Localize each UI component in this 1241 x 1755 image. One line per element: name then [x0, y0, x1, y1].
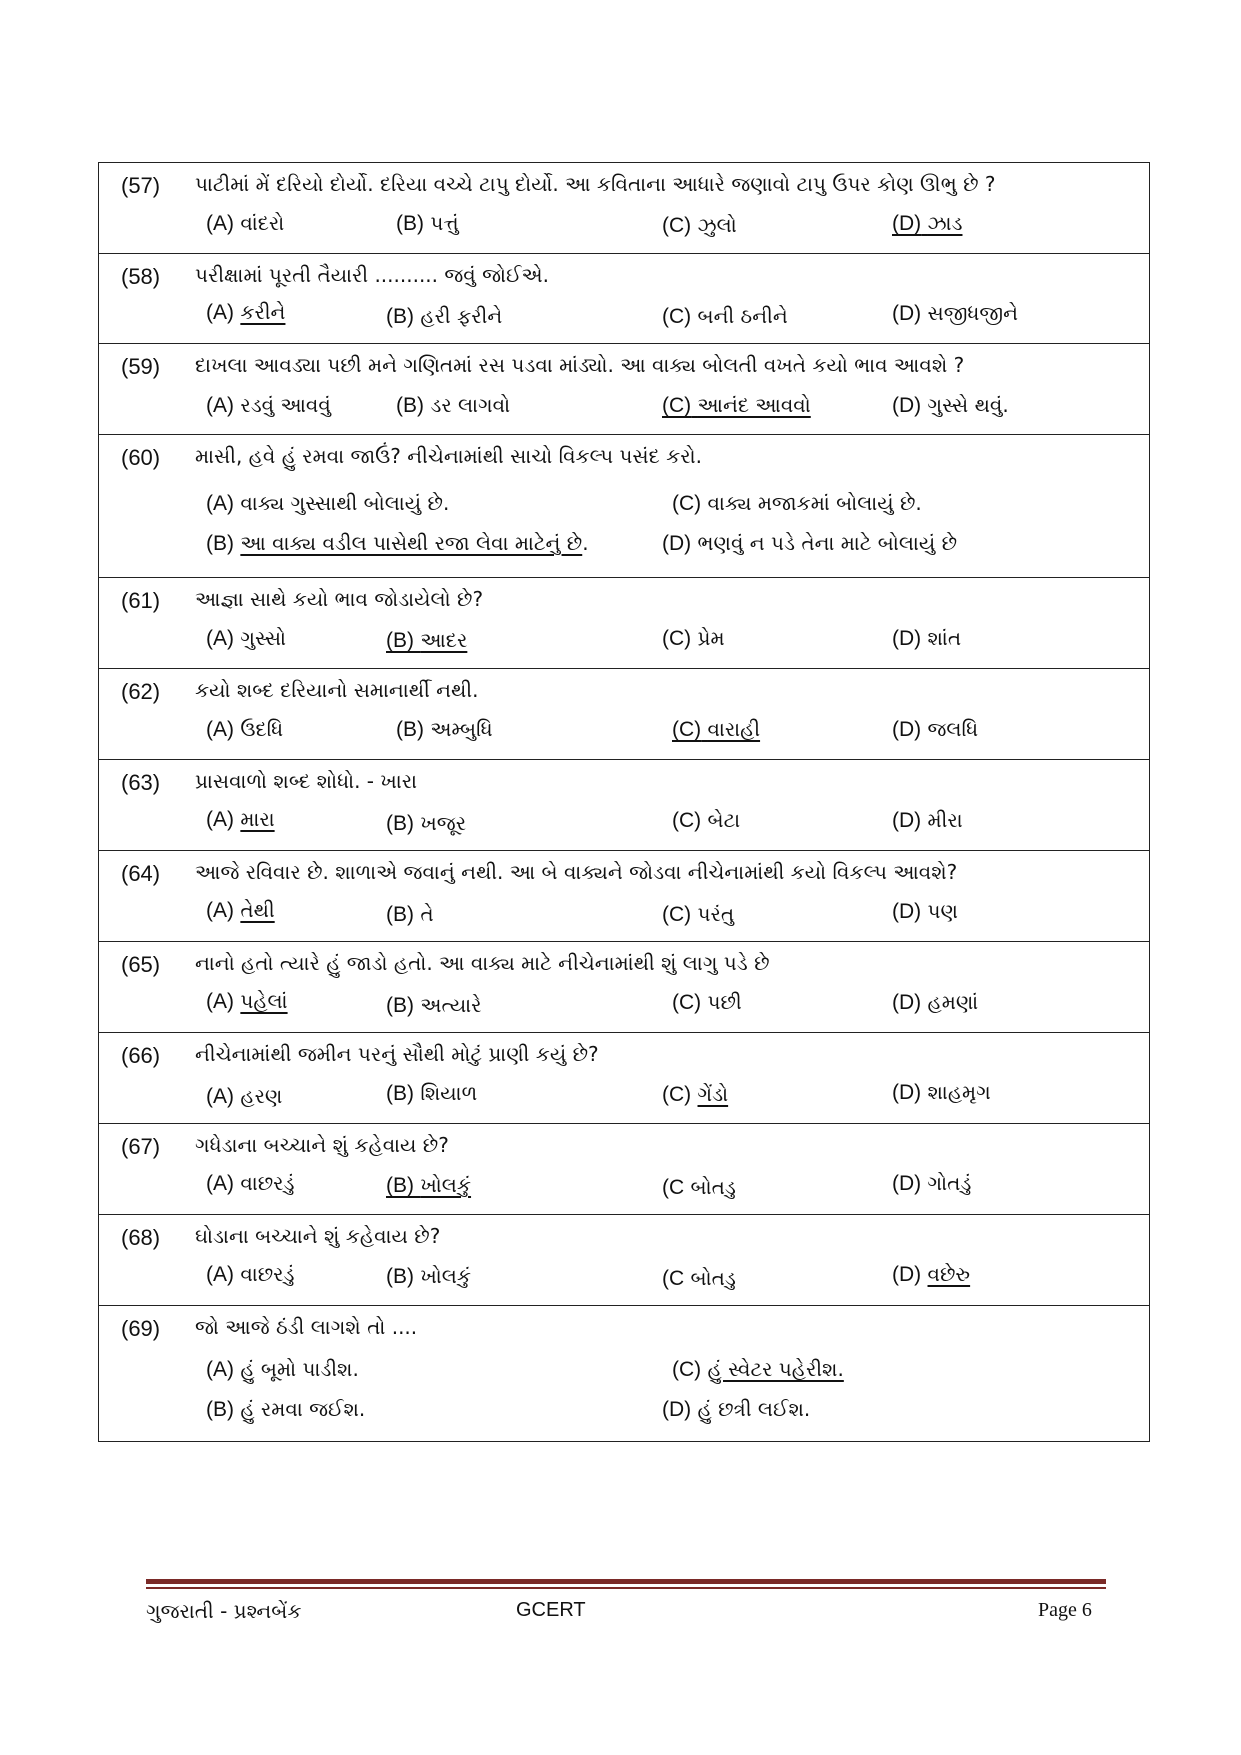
- option-label: (D): [662, 532, 692, 555]
- question-64: [99, 851, 1149, 942]
- question-59: [99, 344, 1149, 435]
- option-label: (D): [892, 809, 922, 832]
- option-label: (B): [396, 718, 424, 741]
- question-69: [99, 1306, 1149, 1441]
- question-number: (67): [121, 1134, 161, 1159]
- option-text: હમણાં: [927, 990, 979, 1014]
- option-d: [892, 717, 978, 742]
- option-text: હરણ: [240, 1084, 283, 1108]
- option-a: [206, 393, 331, 418]
- option-label: (B): [386, 629, 414, 652]
- question-number: (66): [121, 1043, 161, 1068]
- option-label: (A): [206, 301, 234, 324]
- option-d: [662, 531, 957, 556]
- option-label: (D): [892, 718, 922, 741]
- option-label: (C: [662, 1176, 685, 1199]
- option-text: ડર લાગવો: [430, 393, 511, 417]
- question-60: [99, 435, 1149, 578]
- option-a-correct: [206, 989, 288, 1014]
- option-d-correct: [892, 211, 962, 236]
- question-number: (62): [121, 679, 161, 704]
- question-number: (57): [121, 173, 161, 198]
- option-c: [662, 304, 788, 329]
- option-d: [892, 393, 1009, 418]
- option-text: પત્તું: [430, 211, 459, 235]
- option-text: વાછરડું: [240, 1262, 295, 1286]
- question-text: નીચેનામાંથી જમીન પરનું સૌથી મોટું પ્રાણી કયું છે?: [195, 1042, 599, 1066]
- option-label: (C): [662, 214, 692, 237]
- option-b: [396, 717, 493, 742]
- option-text: શિયાળ: [420, 1081, 478, 1105]
- option-c-correct: [672, 717, 760, 742]
- option-text: તેથી: [240, 898, 275, 922]
- option-c-correct: [672, 1357, 844, 1382]
- option-d: [892, 301, 1018, 326]
- option-label: (A): [206, 212, 234, 235]
- option-label: (C): [662, 1083, 692, 1106]
- option-text: વાછરડું: [240, 1171, 295, 1195]
- option-label: (A): [206, 1358, 234, 1381]
- option-label: (A): [206, 808, 234, 831]
- option-d: [892, 808, 963, 833]
- footer-publisher: GCERT: [516, 1599, 586, 1621]
- option-b-correct: (B) આ વાક્ય વડીલ પાસેથી રજા લેવા માટેનું છે.: [206, 531, 589, 555]
- question-number: (58): [121, 264, 161, 289]
- question-62: [99, 669, 1149, 760]
- question-table: [98, 162, 1150, 1442]
- option-label: (C): [672, 1358, 702, 1381]
- option-label: (B): [206, 1398, 234, 1421]
- question-text: ગધેડાના બચ્ચાને શું કહેવાય છે?: [195, 1133, 449, 1157]
- option-text: આ વાક્ય વડીલ પાસેથી રજા લેવા માટેનું છે: [240, 531, 583, 555]
- option-d: [662, 1397, 810, 1422]
- option-text: પહેલાં: [240, 989, 288, 1013]
- option-label: (B): [396, 212, 424, 235]
- question-number: (69): [121, 1316, 161, 1341]
- option-text: આનંદ આવવો: [697, 393, 811, 417]
- option-label: (D): [892, 900, 922, 923]
- option-label: (C): [662, 305, 692, 328]
- option-text: અત્યારે: [420, 993, 482, 1017]
- option-text: શાંત: [927, 626, 962, 650]
- option-label: (D): [892, 991, 922, 1014]
- option-label: (A): [206, 1263, 234, 1286]
- option-label: (B): [386, 1174, 414, 1197]
- option-b-correct: [386, 628, 467, 653]
- option-d: [892, 626, 961, 651]
- question-number: (63): [121, 770, 161, 795]
- question-text: નાનો હતો ત્યારે હું જાડો હતો. આ વાક્ય માટે નીચેનામાંથી શું લાગુ પડે છે: [195, 951, 770, 975]
- option-text: ગેંડો: [697, 1082, 729, 1106]
- option-text: ખજૂર: [420, 811, 467, 835]
- option-a: [206, 491, 449, 516]
- option-label: (C): [672, 991, 702, 1014]
- option-d: [892, 1171, 971, 1196]
- option-label: (A): [206, 718, 234, 741]
- option-label: (C): [672, 809, 702, 832]
- option-label: (A): [206, 1085, 234, 1108]
- option-text: વારાહી: [707, 717, 761, 741]
- option-c: [662, 902, 734, 927]
- option-text: ગોતડું: [927, 1171, 972, 1195]
- question-number: (65): [121, 952, 161, 977]
- option-text: ખોલકું: [420, 1173, 472, 1197]
- option-b: [386, 902, 434, 927]
- option-text: ઉદધિ: [240, 717, 284, 741]
- option-label: (B): [386, 305, 414, 328]
- question-text: ઘોડાના બચ્ચાને શું કહેવાય છે?: [195, 1224, 441, 1248]
- option-c: [672, 808, 740, 833]
- option-b: [386, 811, 466, 836]
- option-a: [206, 211, 284, 236]
- question-text: જો આજે ઠંડી લાગશે તો ....: [195, 1315, 418, 1339]
- option-text: વાક્ય ગુસ્સાથી બોલાયું છે.: [240, 491, 450, 515]
- option-text: સજીધજીને: [927, 301, 1019, 325]
- question-number: (68): [121, 1225, 161, 1250]
- option-text: પરંતુ: [697, 902, 735, 926]
- option-label: (D): [892, 627, 922, 650]
- footer-subject: ગુજરાતી - પ્રશ્નબેંક: [146, 1599, 302, 1623]
- question-57: [99, 163, 1149, 254]
- option-text: વાંદરો: [240, 211, 285, 235]
- option-text: ગુસ્સે થવું.: [927, 393, 1009, 417]
- option-label: (B): [386, 1265, 414, 1288]
- option-text: હું છત્રી લઈશ.: [697, 1397, 811, 1421]
- question-number: (59): [121, 354, 161, 379]
- option-text: પણ: [927, 899, 958, 923]
- question-text: માસી, હવે હું રમવા જાઉં? નીચેનામાંથી સાચો વિકલ્પ પસંદ કરો.: [195, 444, 702, 468]
- option-a: [206, 717, 283, 742]
- option-a: [206, 1262, 295, 1287]
- option-d: [892, 1080, 991, 1105]
- option-text: ગુસ્સો: [240, 626, 287, 650]
- question-63: [99, 760, 1149, 851]
- option-text: મારા: [240, 807, 275, 831]
- question-text: કયો શબ્દ દરિયાનો સમાનાર્થી નથી.: [195, 678, 479, 702]
- question-number: (61): [121, 588, 161, 613]
- question-text: દાખલા આવડ્યા પછી મને ગણિતમાં રસ પડવા માંડ્યો. આ વાક્ય બોલતી વખતે કયો ભાવ આવશે ?: [195, 353, 965, 377]
- question-65: [99, 942, 1149, 1033]
- option-text: ઝુલો: [697, 213, 737, 237]
- option-d: [892, 990, 978, 1015]
- option-text: ઝાડ: [927, 211, 963, 235]
- option-text: હું રમવા જઈશ.: [240, 1397, 366, 1421]
- option-c: [672, 491, 922, 516]
- option-label: (D): [892, 1172, 922, 1195]
- option-text: રડવું આવવું: [240, 393, 331, 417]
- option-a-correct: [206, 807, 275, 832]
- option-label: (C): [672, 718, 702, 741]
- option-b: [386, 1264, 471, 1289]
- option-text: વછેરુ: [927, 1262, 971, 1286]
- option-label: (C): [662, 903, 692, 926]
- option-label: (D): [892, 1263, 922, 1286]
- question-67: [99, 1124, 1149, 1215]
- option-label: (C): [672, 492, 702, 515]
- option-label: (B): [386, 812, 414, 835]
- option-label: (B): [396, 394, 424, 417]
- option-label: (A): [206, 990, 234, 1013]
- option-c: [662, 213, 737, 238]
- option-b: [386, 993, 481, 1018]
- option-text: આદર: [420, 628, 468, 652]
- question-number: (64): [121, 861, 161, 886]
- option-text: શાહમૃગ: [927, 1080, 991, 1104]
- option-a: [206, 1084, 282, 1109]
- option-b: [396, 393, 510, 418]
- option-label: (D): [892, 394, 922, 417]
- footer-rule-thick: [146, 1579, 1106, 1584]
- option-c: [662, 1266, 736, 1291]
- option-c: [662, 626, 725, 651]
- option-text: પ્રેમ: [697, 626, 725, 650]
- option-label: (C: [662, 1267, 685, 1290]
- question-58: [99, 254, 1149, 344]
- option-b-correct: [386, 1173, 471, 1198]
- question-68: [99, 1215, 1149, 1306]
- option-text: હું સ્વેટર પહેરીશ.: [707, 1357, 844, 1381]
- option-d: [892, 899, 958, 924]
- option-d-correct: [892, 1262, 970, 1287]
- footer-page-number: Page 6: [1038, 1599, 1092, 1621]
- option-c-correct: [662, 1082, 728, 1107]
- option-text: બોતડુ: [690, 1266, 736, 1290]
- option-text: હરી ફરીને: [420, 304, 503, 328]
- option-text: જલધિ: [927, 717, 979, 741]
- option-label: (B): [386, 903, 414, 926]
- option-c: [662, 1175, 736, 1200]
- option-label: (A): [206, 627, 234, 650]
- option-label: (A): [206, 899, 234, 922]
- option-label: (B): [206, 532, 234, 555]
- option-b: [396, 211, 459, 236]
- option-label: (C): [662, 394, 692, 417]
- option-text: અમ્બુધિ: [430, 717, 493, 741]
- option-text: વાક્ય મજાકમાં બોલાયું છે.: [707, 491, 922, 515]
- question-text: પરીક્ષામાં પૂરતી તૈયારી .......... જવું જોઈએ.: [195, 263, 549, 287]
- option-a: [206, 1357, 359, 1382]
- option-text: બેટા: [707, 808, 741, 832]
- question-61: [99, 578, 1149, 669]
- option-label: (C): [662, 627, 692, 650]
- option-a-correct: [206, 898, 275, 923]
- option-b: [386, 1081, 477, 1106]
- question-66: [99, 1033, 1149, 1124]
- option-label: (B): [386, 994, 414, 1017]
- option-text: ભણવું ન પડે તેના માટે બોલાયું છે: [697, 531, 958, 555]
- option-b: [386, 304, 502, 329]
- option-label: (D): [662, 1398, 692, 1421]
- option-text: બોતડુ: [690, 1175, 736, 1199]
- question-text: આજે રવિવાર છે. શાળાએ જવાનું નથી. આ બે વાક્યને જોડવા નીચેનામાંથી કયો વિકલ્પ આવશે?: [195, 860, 958, 884]
- option-text: હું બૂમો પાડીશ.: [240, 1357, 359, 1381]
- option-text: કરીને: [240, 300, 286, 324]
- question-text: પાટીમાં મેં દરિયો દોર્યો. દરિયા વચ્ચે ટાપુ દોર્યો. આ કવિતાના આધારે જણાવો ટાપુ ઉપર કોણ ઊભુ છે ?: [195, 172, 996, 196]
- option-text: પછી: [707, 990, 742, 1014]
- option-b: [206, 1397, 365, 1422]
- option-label: (A): [206, 394, 234, 417]
- option-a-correct: [206, 300, 285, 325]
- option-c-correct: [662, 393, 811, 418]
- option-label: (D): [892, 1081, 922, 1104]
- option-text: બની ઠનીને: [697, 304, 788, 328]
- option-label: (D): [892, 302, 922, 325]
- option-text: ખોલકું: [420, 1264, 472, 1288]
- option-label: (A): [206, 1172, 234, 1195]
- footer-rule-thin: [146, 1587, 1106, 1589]
- option-a: [206, 1171, 295, 1196]
- option-label: (A): [206, 492, 234, 515]
- option-a: [206, 626, 286, 651]
- question-number: (60): [121, 445, 161, 470]
- option-label: (B): [386, 1082, 414, 1105]
- question-text: આજ્ઞા સાથે કયો ભાવ જોડાયેલો છે?: [195, 587, 484, 611]
- option-label: (D): [892, 212, 922, 235]
- option-text: તે: [420, 902, 434, 926]
- option-c: [672, 990, 742, 1015]
- option-text: મીરા: [927, 808, 963, 832]
- question-text: પ્રાસવાળો શબ્દ શોધો. - ખારા: [195, 769, 417, 793]
